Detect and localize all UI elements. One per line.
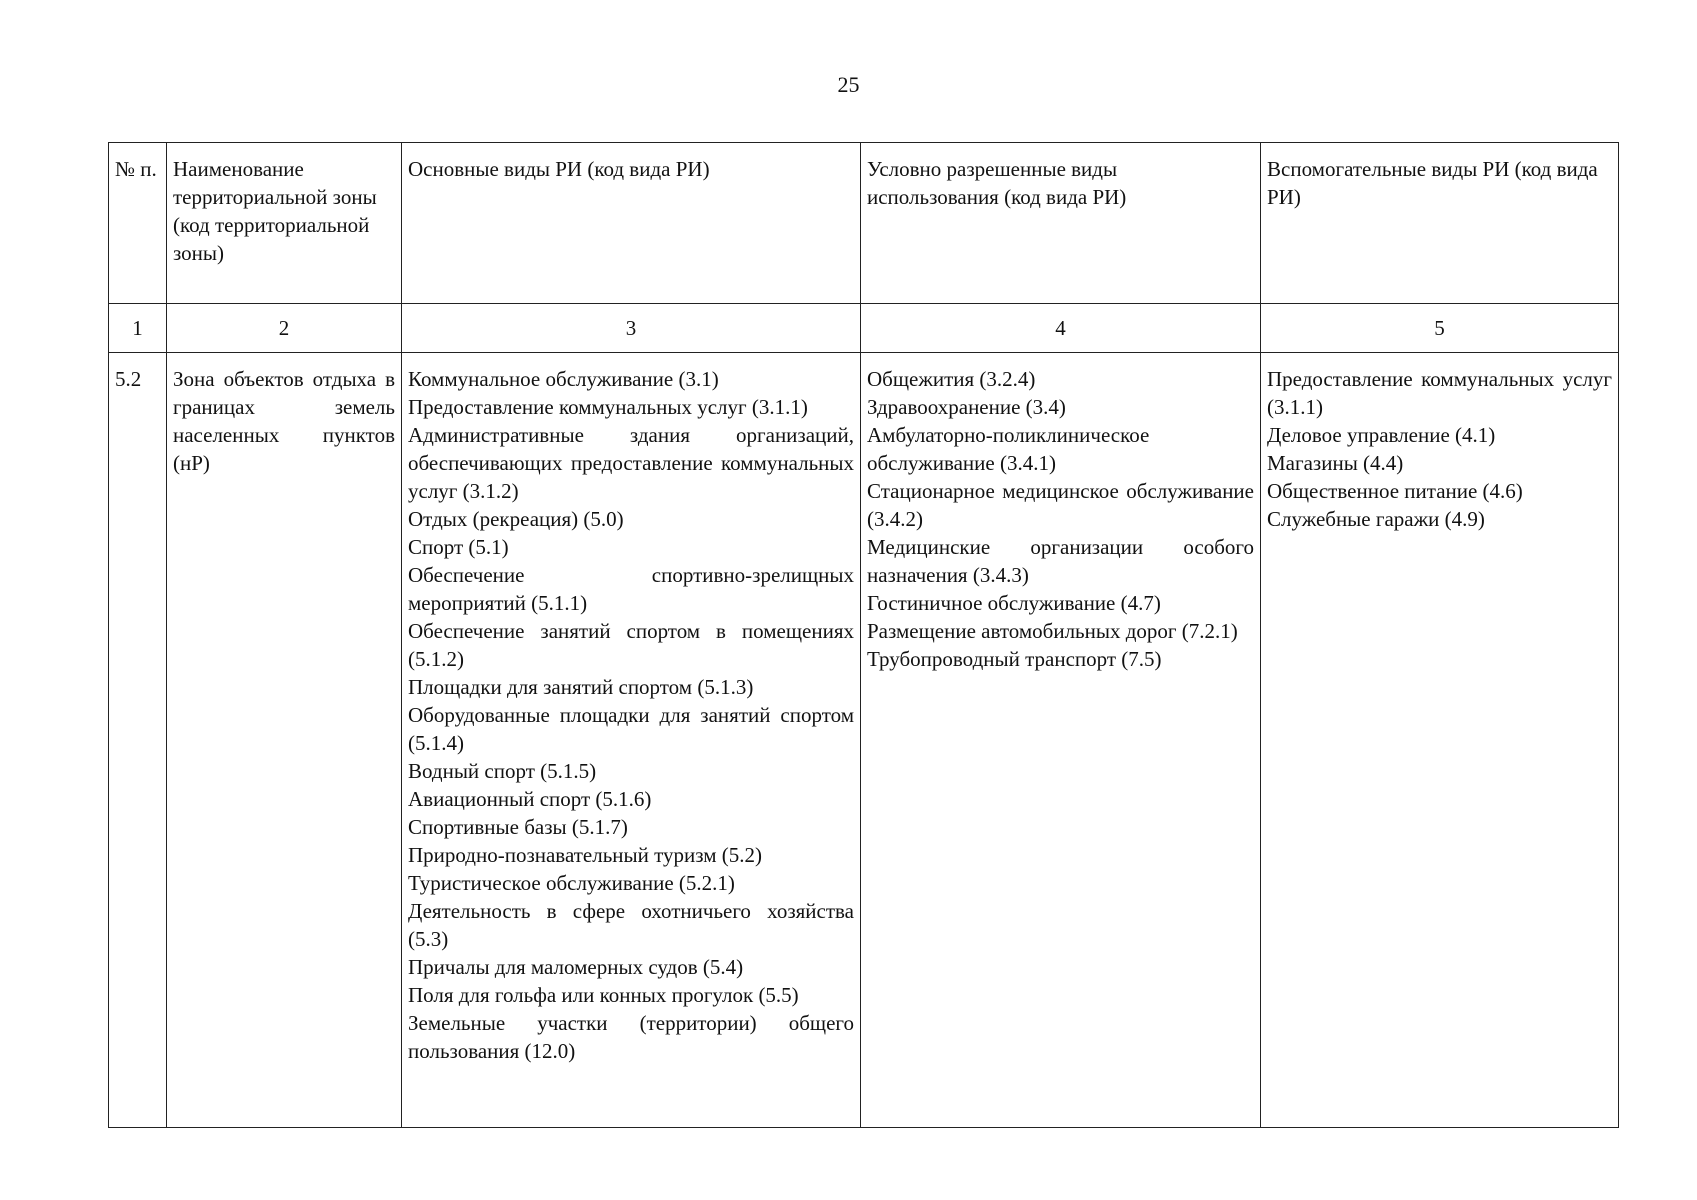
header-cell-zone-name: Наименование территориальной зоны (код территориальной зоны) — [167, 143, 402, 304]
auxiliary-use-item: Магазины (4.4) — [1267, 451, 1404, 475]
main-uses-cell — [402, 353, 861, 1128]
main-use-item: Земельные участки (территории) общего пользования (12.0) — [408, 1011, 854, 1063]
main-use-item: Туристическое обслуживание (5.2.1) — [408, 871, 735, 895]
zone-name-cell — [167, 353, 402, 1128]
table-header-row — [109, 143, 1619, 304]
conditional-use-item: Медицинские организации особого назначения (3.4.3) — [867, 535, 1254, 587]
main-use-item: Спортивные базы (5.1.7) — [408, 815, 628, 839]
conditional-use-item: Трубопроводный транспорт (7.5) — [867, 647, 1162, 671]
conditional-use-item: Гостиничное обслуживание (4.7) — [867, 591, 1161, 615]
column-number-row — [109, 304, 1619, 353]
main-use-item: Причалы для маломерных судов (5.4) — [408, 955, 744, 979]
column-number-cell: 3 — [402, 304, 861, 353]
main-use-item: Административные здания организаций, обеспечивающих предоставление коммунальных услуг (3.1.2) — [408, 423, 854, 503]
header-cell-auxiliary-uses: Вспомогательные виды РИ (код вида РИ) — [1261, 143, 1619, 304]
main-use-item: Оборудованные площадки для занятий спортом (5.1.4) — [408, 703, 854, 755]
conditional-use-item: Амбулаторно-поликлиническое обслуживание (3.4.1) — [867, 423, 1150, 475]
column-number-cell: 5 — [1261, 304, 1619, 353]
main-use-item: Спорт (5.1) — [408, 535, 509, 559]
auxiliary-use-item: Предоставление коммунальных услуг (3.1.1) — [1267, 367, 1612, 419]
auxiliary-use-item: Служебные гаражи (4.9) — [1267, 507, 1485, 531]
main-use-item: Обеспечение занятий спортом в помещениях (5.1.2) — [408, 619, 854, 671]
header-cell-main-uses: Основные виды РИ (код вида РИ) — [402, 143, 861, 304]
main-use-item: Авиационный спорт (5.1.6) — [408, 787, 652, 811]
conditional-use-item: Общежития (3.2.4) — [867, 367, 1036, 391]
auxiliary-use-item: Деловое управление (4.1) — [1267, 423, 1496, 447]
column-number-cell: 1 — [109, 304, 167, 353]
main-use-item: Поля для гольфа или конных прогулок (5.5) — [408, 983, 799, 1007]
main-use-item: Водный спорт (5.1.5) — [408, 759, 597, 783]
main-use-item: Природно-познавательный туризм (5.2) — [408, 843, 763, 867]
main-use-item: Коммунальное обслуживание (3.1) — [408, 367, 719, 391]
main-use-item: Деятельность в сфере охотничьего хозяйства (5.3) — [408, 899, 854, 951]
conditional-use-item: Размещение автомобильных дорог (7.2.1) — [867, 619, 1238, 643]
main-use-item: Обеспечение спортивно-зрелищных мероприятий (5.1.1) — [408, 563, 854, 615]
zoning-table — [108, 142, 1619, 1128]
column-number-cell: 4 — [861, 304, 1261, 353]
table-row — [109, 353, 1619, 1128]
page-number: 25 — [837, 72, 860, 97]
auxiliary-use-item: Общественное питание (4.6) — [1267, 479, 1523, 503]
main-use-item: Предоставление коммунальных услуг (3.1.1) — [408, 395, 808, 419]
row-number-cell: 5.2 — [109, 353, 167, 1128]
header-cell-conditional-uses: Условно разрешенные виды использования (код вида РИ) — [861, 143, 1261, 304]
conditional-use-item: Стационарное медицинское обслуживание (3.4.2) — [867, 479, 1254, 531]
conditional-uses-cell — [861, 353, 1261, 1128]
main-use-item: Площадки для занятий спортом (5.1.3) — [408, 675, 754, 699]
header-cell-number: № п. — [109, 143, 167, 304]
column-number-cell: 2 — [167, 304, 402, 353]
conditional-use-item: Здравоохранение (3.4) — [867, 395, 1066, 419]
auxiliary-uses-cell — [1261, 353, 1619, 1128]
zone-name: Зона объектов отдыха в границах земель населенных пунктов (нР) — [173, 367, 395, 475]
main-use-item: Отдых (рекреация) (5.0) — [408, 507, 624, 531]
